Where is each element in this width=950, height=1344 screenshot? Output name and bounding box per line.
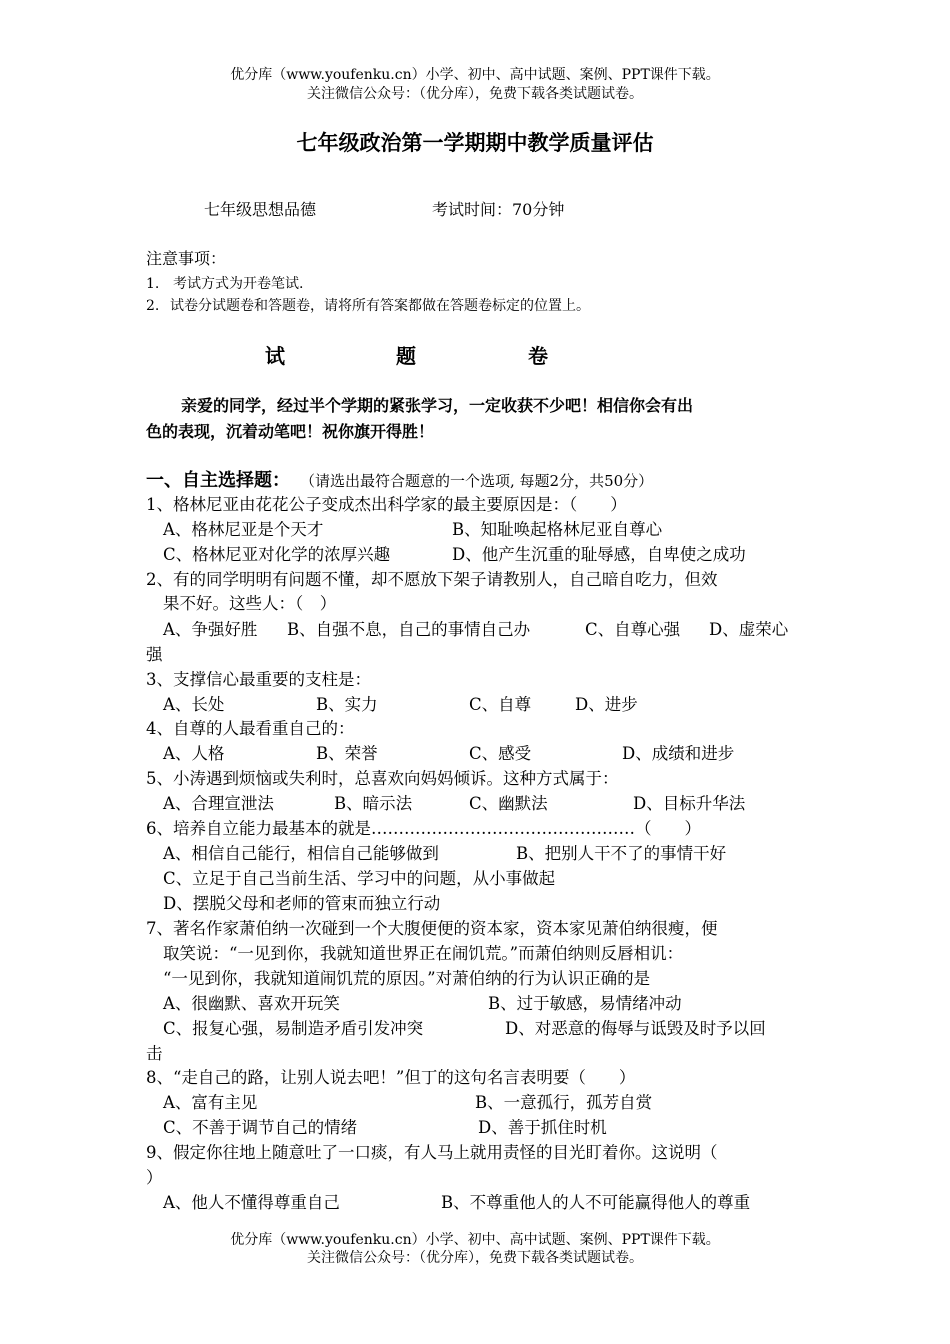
question-6-option-a: A、相信自己能行，相信自己能够做到 — [163, 844, 439, 863]
page-footer-line-1: 优分库（www.youfenku.cn）小学、初中、高中试题、案例、PPT课件下载。 — [230, 1232, 720, 1248]
question-4-option-d: D、成绩和进步 — [622, 744, 735, 763]
question-8-option-d: D、善于抓住时机 — [478, 1118, 607, 1137]
exam-subject: 七年级思想品德 — [204, 200, 317, 219]
question-8-option-c: C、不善于调节自己的情绪 — [163, 1118, 358, 1137]
question-2-option-d-continued: 强 — [146, 645, 163, 664]
question-3-option-b: B、实力 — [316, 695, 378, 714]
question-7-option-b: B、过于敏感，易情绪冲动 — [488, 994, 682, 1013]
question-5-option-b: B、暗示法 — [334, 794, 413, 813]
question-2-stem-line-1: 2、有的同学明明有问题不懂，却不愿放下架子请教别人，自己暗自吃力，但效 — [146, 570, 718, 589]
notes-item-2-text: 试卷分试题卷和答题卷，请将所有答案都做在答题卷标定的位置上。 — [170, 298, 590, 314]
question-7-stem-line-3: “一见到你，我就知道闹饥荒的原因。”对萧伯纳的行为认识正确的是 — [163, 969, 651, 988]
question-3-stem: 3、支撑信心最重要的支柱是： — [146, 670, 371, 689]
question-9-option-a: A、他人不懂得尊重自己 — [163, 1193, 340, 1212]
question-1-option-d: D、他产生沉重的耻辱感，自卑使之成功 — [452, 545, 746, 564]
question-7-option-a: A、很幽默、喜欢开玩笑 — [163, 994, 340, 1013]
notes-item-1-number: 1. — [146, 276, 160, 292]
question-5-option-c: C、幽默法 — [469, 794, 548, 813]
notes-item-2-number: 2. — [146, 298, 160, 314]
exam-title: 七年级政治第一学期期中教学质量评估 — [296, 131, 654, 155]
paper-title-char-2: 题 — [396, 344, 416, 368]
question-8-option-a: A、富有主见 — [163, 1093, 258, 1112]
question-7-stem-line-1: 7、著名作家萧伯纳一次碰到一个大腹便便的资本家，资本家见萧伯纳很瘦，便 — [146, 919, 718, 938]
question-4-option-c: C、感受 — [469, 744, 532, 763]
question-5-option-d: D、目标升华法 — [633, 794, 746, 813]
question-2-option-d: D、虚荣心 — [709, 620, 789, 639]
section-1-description: （请选出最符合题意的一个选项, 每题2分，共50分） — [300, 472, 654, 490]
question-6-option-c: C、立足于自己当前生活、学习中的问题，从小事做起 — [163, 869, 556, 888]
intro-line-1: 亲爱的同学，经过半个学期的紧张学习，一定收获不少吧！相信你会有出 — [181, 396, 694, 415]
page-header-line-2: 关注微信公众号：（优分库），免费下载各类试题试卷。 — [307, 86, 643, 102]
question-6-option-b: B、把别人干不了的事情干好 — [516, 844, 727, 863]
question-4-stem: 4、自尊的人最看重自己的： — [146, 719, 355, 738]
question-3-option-a: A、长处 — [163, 695, 225, 714]
question-4-option-b: B、荣誉 — [316, 744, 378, 763]
question-7-stem-line-2: 取笑说：“一见到你，我就知道世界正在闹饥荒。”而萧伯纳则反唇相讥： — [163, 944, 684, 963]
question-2-stem-line-2: 果不好。这些人：（ ） — [163, 594, 337, 613]
question-1-option-b: B、知耻唤起格林尼亚自尊心 — [452, 520, 663, 539]
question-9-stem-line-2: ） — [146, 1168, 163, 1187]
question-3-option-c: C、自尊 — [469, 695, 532, 714]
intro-line-2: 色的表现，沉着动笔吧！祝你旗开得胜！ — [146, 422, 435, 441]
question-2-option-b: B、自强不息，自己的事情自己办 — [287, 620, 531, 639]
question-2-option-a: A、争强好胜 — [163, 620, 258, 639]
question-9-stem-line-1: 9、假定你往地上随意吐了一口痰，有人马上就用责怪的目光盯着你。这说明（ — [146, 1143, 718, 1162]
question-1-option-c: C、格林尼亚对化学的浓厚兴趣 — [163, 545, 391, 564]
exam-time: 考试时间：70分钟 — [432, 200, 565, 219]
question-2-option-c: C、自尊心强 — [585, 620, 681, 639]
question-1-stem: 1、格林尼亚由花花公子变成杰出科学家的最主要原因是：（ ） — [146, 495, 627, 514]
paper-title-char-1: 试 — [265, 344, 285, 368]
question-4-option-a: A、人格 — [163, 744, 225, 763]
section-1-title: 一、自主选择题： — [146, 470, 290, 491]
question-7-option-c: C、报复心强，易制造矛盾引发冲突 — [163, 1019, 424, 1038]
page-header-line-1: 优分库（www.youfenku.cn）小学、初中、高中试题、案例、PPT课件下载。 — [230, 67, 720, 83]
question-5-stem: 5、小涛遇到烦恼或失利时，总喜欢向妈妈倾诉。这种方式属于： — [146, 769, 619, 788]
question-8-option-b: B、一意孤行，孤芳自赏 — [475, 1093, 653, 1112]
page-footer-line-2: 关注微信公众号：（优分库），免费下载各类试题试卷。 — [307, 1250, 643, 1266]
question-6-option-d: D、摆脱父母和老师的管束而独立行动 — [163, 894, 441, 913]
question-5-option-a: A、合理宣泄法 — [163, 794, 274, 813]
question-3-option-d: D、进步 — [575, 695, 638, 714]
question-1-option-a: A、格林尼亚是个天才 — [163, 520, 324, 539]
notes-item-1-text: 考试方式为开卷笔试. — [173, 276, 304, 292]
question-7-option-d: D、对恶意的侮辱与诋毁及时予以回 — [505, 1019, 766, 1038]
question-7-option-d-continued: 击 — [146, 1044, 163, 1063]
question-6-stem: 6、培养自立能力最基本的就是…………………………………………（ ） — [146, 819, 701, 838]
paper-title-char-3: 卷 — [528, 344, 548, 368]
question-9-option-b: B、不尊重他人的人不可能赢得他人的尊重 — [441, 1193, 751, 1212]
notes-heading: 注意事项： — [146, 249, 227, 268]
question-8-stem: 8、“走自己的路，让别人说去吧！”但丁的这句名言表明要（ ） — [146, 1068, 636, 1087]
